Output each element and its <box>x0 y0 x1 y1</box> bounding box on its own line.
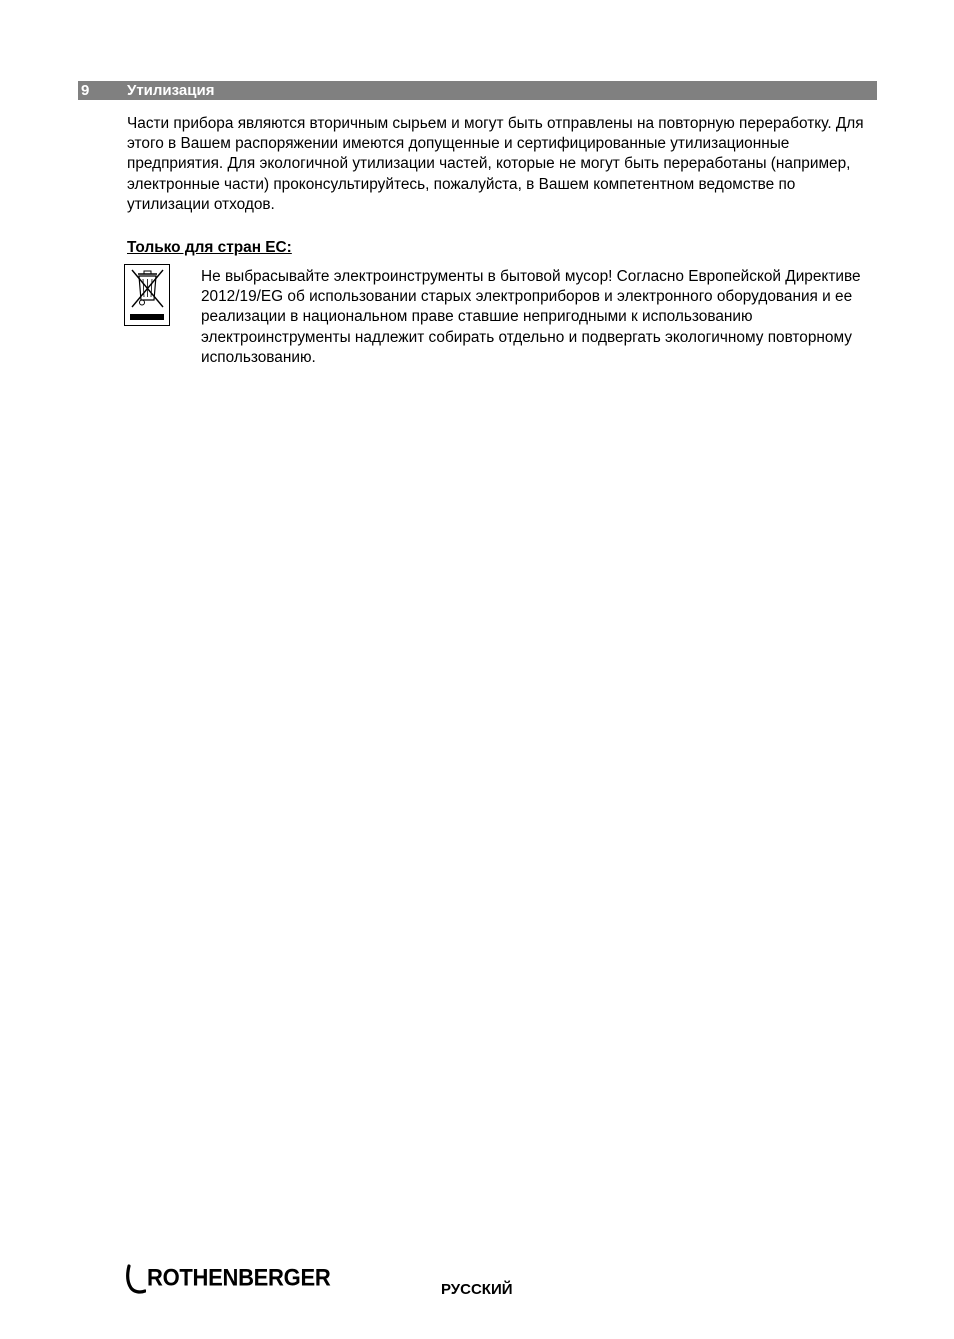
eu-countries-heading: Только для стран ЕС: <box>127 239 292 256</box>
disposal-intro-paragraph: Части прибора являются вторичным сырьем и могут быть отправлены на повторную переработку. Для этого в Вашем распоряжении имеются допущенные и сертифицированные утилизационные предприятия. Для экологичной утилизации частей, которые не могут быть переработаны (например, электронные части) проконсультируйтесь, пожалуйста, в Вашем компетентном ведомстве по утилизации отходов. <box>127 115 864 213</box>
crossed-out-wheelie-bin-icon <box>124 264 170 326</box>
section-header-bar <box>78 81 877 100</box>
brand-name: ROTHENBERGER <box>147 1264 331 1292</box>
section-title: Утилизация <box>127 82 215 99</box>
weee-directive-paragraph: Не выбрасывайте электроинструменты в бытовой мусор! Согласно Европейской Директиве 2012/19/EG об использовании старых электроприборов и электронного оборудования и ее реализации в национальном праве ставшие непригодными к использованию электроинструменты надлежит собирать отдельно и подвергать экологичному повторному использованию. <box>201 268 861 366</box>
section-number: 9 <box>81 82 90 99</box>
rothenberger-logo <box>126 1262 330 1294</box>
language-label: РУССКИЙ <box>441 1281 513 1298</box>
logo-swoosh-icon <box>126 1264 146 1294</box>
